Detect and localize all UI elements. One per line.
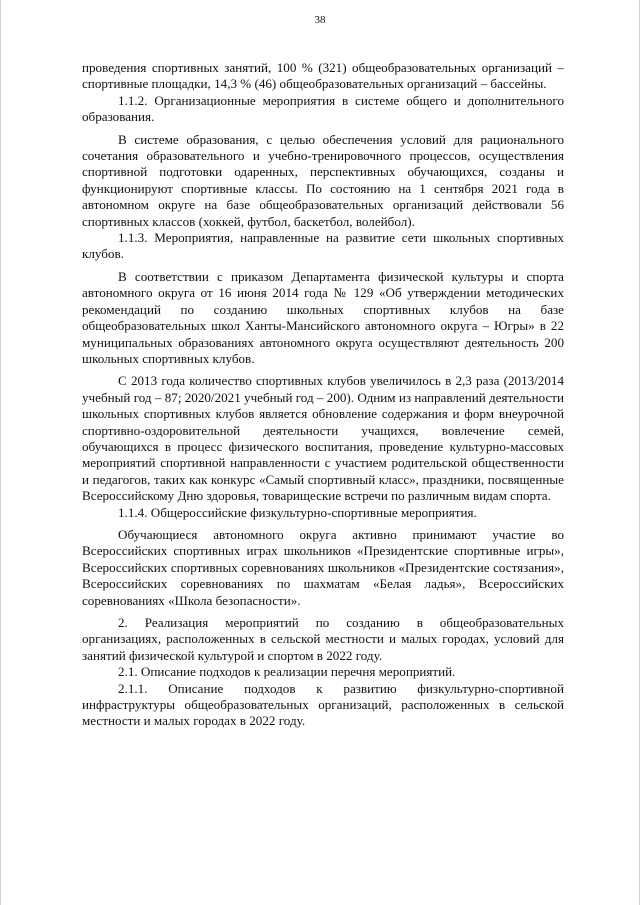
- paragraph: 1.1.2. Организационные мероприятия в системе общего и дополнительного образования.: [82, 92, 564, 125]
- page-number: 38: [314, 14, 326, 26]
- paragraph: проведения спортивных занятий, 100 % (321) общеобразовательных организаций – спортивные площадки, 14,3 % (46) общеобразовательных организаций – бассейны.: [82, 60, 564, 92]
- paragraph: 2.1.1. Описание подходов к развитию физкультурно-спортивной инфраструктуры общеобразовательных организаций, расположенных в сельской местности и малых городах в 2022 году.: [82, 680, 564, 729]
- page-edge-left: [0, 0, 1, 905]
- paragraph: С 2013 года количество спортивных клубов увеличилось в 2,3 раза (2013/2014 учебный год – 87; 2020/2021 учебный год – 200). Одним из направлений деятельности школьных спортивных клубов является обновление содержания и форм внеурочной спортивно-оздоровительной деятельности учащихся, вовлечение семей, обучающихся в процесс физического воспитания, проведение культурно-массовых мероприятий спортивной направленности с участием родительской общественности и педагогов, таких как конкурс «Самый спортивный класс», праздники, посвященные Всероссийскому Дню здоровья, товарищеские встречи по различным видам спорта.: [82, 373, 564, 504]
- document-body: [82, 60, 564, 730]
- paragraph: Обучающиеся автономного округа активно принимают участие во Всероссийских спортивных играх школьников «Президентские спортивные игры», Всероссийских спортивных соревнованиях школьников «Президентские состязания», Всероссийских соревнованиях по шахматам «Белая ладья», Всероссийских соревнованиях «Школа безопасности».: [82, 526, 564, 608]
- paragraph: 2.1. Описание подходов к реализации перечня мероприятий.: [118, 664, 456, 680]
- paragraph: 2. Реализация мероприятий по созданию в общеобразовательных организациях, расположенных в сельской местности и малых городах, условий для занятий физической культурой и спортом в 2022 году.: [82, 615, 564, 663]
- paragraph: В системе образования, с целью обеспечения условий для рационального сочетания образовательного и учебно-тренировочного процессов, осуществления спортивной подготовки одаренных, перспективных обучающихся, созданы и функционируют спортивные классы. По состоянию на 1 сентября 2021 года в автономном округе на базе общеобразовательных организаций действовали 56 спортивных классов (хоккей, футбол, баскетбол, волейбол).: [82, 131, 564, 229]
- paragraph: В соответствии с приказом Департамента физической культуры и спорта автономного округа от 16 июня 2014 года № 129 «Об утверждении методических рекомендаций по созданию школьных спортивных клубов на базе общеобразовательных школ Ханты-Мансийского автономного округа – Югры» в 22 муниципальных образованиях автономного округа осуществляют деятельность 200 школьных спортивных клубов.: [82, 268, 564, 366]
- paragraph: 1.1.4. Общероссийские физкультурно-спортивные мероприятия.: [118, 504, 477, 520]
- paragraph: 1.1.3. Мероприятия, направленные на развитие сети школьных спортивных клубов.: [82, 230, 564, 262]
